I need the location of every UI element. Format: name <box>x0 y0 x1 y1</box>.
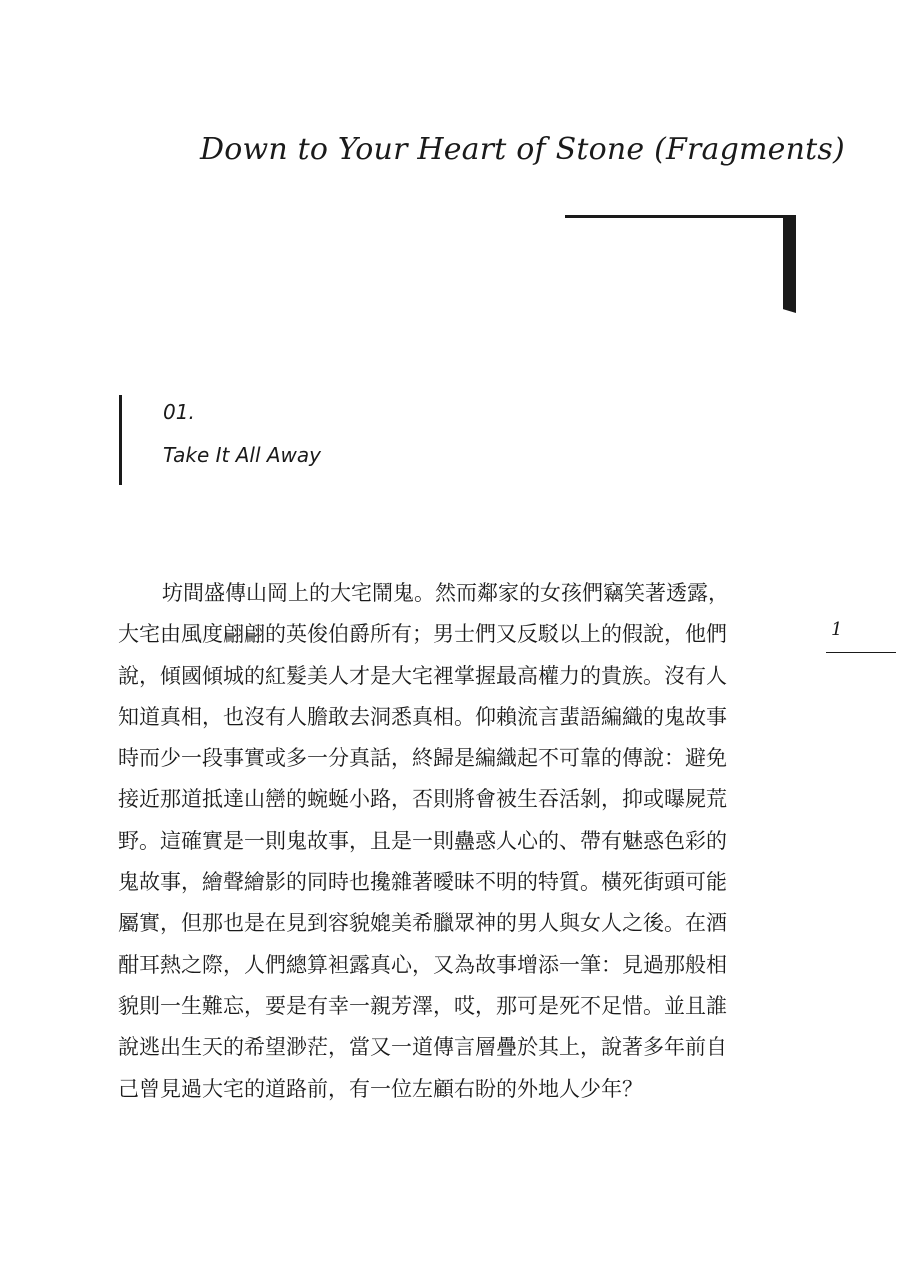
body-paragraph <box>118 573 789 1110</box>
body-line: 大宅由風度翩翩的英俊伯爵所有；男士們又反駁以上的假說，他們 <box>118 622 727 647</box>
body-line: 酣耳熱之際，人們總算袒露真心，又為故事增添一筆：見過那般相 <box>118 952 727 977</box>
body-line: 坊間盛傳山岡上的大宅鬧鬼。然而鄰家的女孩們竊笑著透露， <box>162 581 729 605</box>
chapter-title: Take It All Away <box>163 443 321 467</box>
body-line: 時而少一段事實或多一分真話，終歸是編織起不可靠的傳說：避免 <box>118 746 727 771</box>
page-number: 1 <box>831 619 843 640</box>
body-line: 說逃出生天的希望渺茫，當又一道傳言層疊於其上，說著多年前自 <box>118 1035 727 1060</box>
body-line: 己曾見過大宅的道路前，有一位左顧右盼的外地人少年？ <box>118 1076 643 1101</box>
header-bracket-bar <box>783 215 796 313</box>
book-title: Down to Your Heart of Stone (Fragments) <box>200 132 845 167</box>
header-bracket-rule <box>565 215 795 218</box>
page-number-rule <box>826 652 896 653</box>
body-line: 野。這確實是一則鬼故事，且是一則蠱惑人心的、帶有魅惑色彩的 <box>118 828 727 853</box>
body-line: 接近那道抵達山巒的蜿蜒小路，否則將會被生吞活剝，抑或曝屍荒 <box>118 787 727 812</box>
body-line: 屬實，但那也是在見到容貌媲美希臘眾神的男人與女人之後。在酒 <box>118 911 727 936</box>
chapter-bar <box>119 395 122 485</box>
chapter-number: 01. <box>163 400 195 424</box>
body-line: 貌則一生難忘，要是有幸一親芳澤，哎，那可是死不足惜。並且誰 <box>118 993 727 1018</box>
body-line: 鬼故事，繪聲繪影的同時也攙雜著曖昧不明的特質。橫死街頭可能 <box>118 870 727 895</box>
body-line: 知道真相，也沒有人膽敢去洞悉真相。仰賴流言蜚語編織的鬼故事 <box>118 704 727 729</box>
body-line: 說，傾國傾城的紅髮美人才是大宅裡掌握最高權力的貴族。沒有人 <box>118 663 727 688</box>
